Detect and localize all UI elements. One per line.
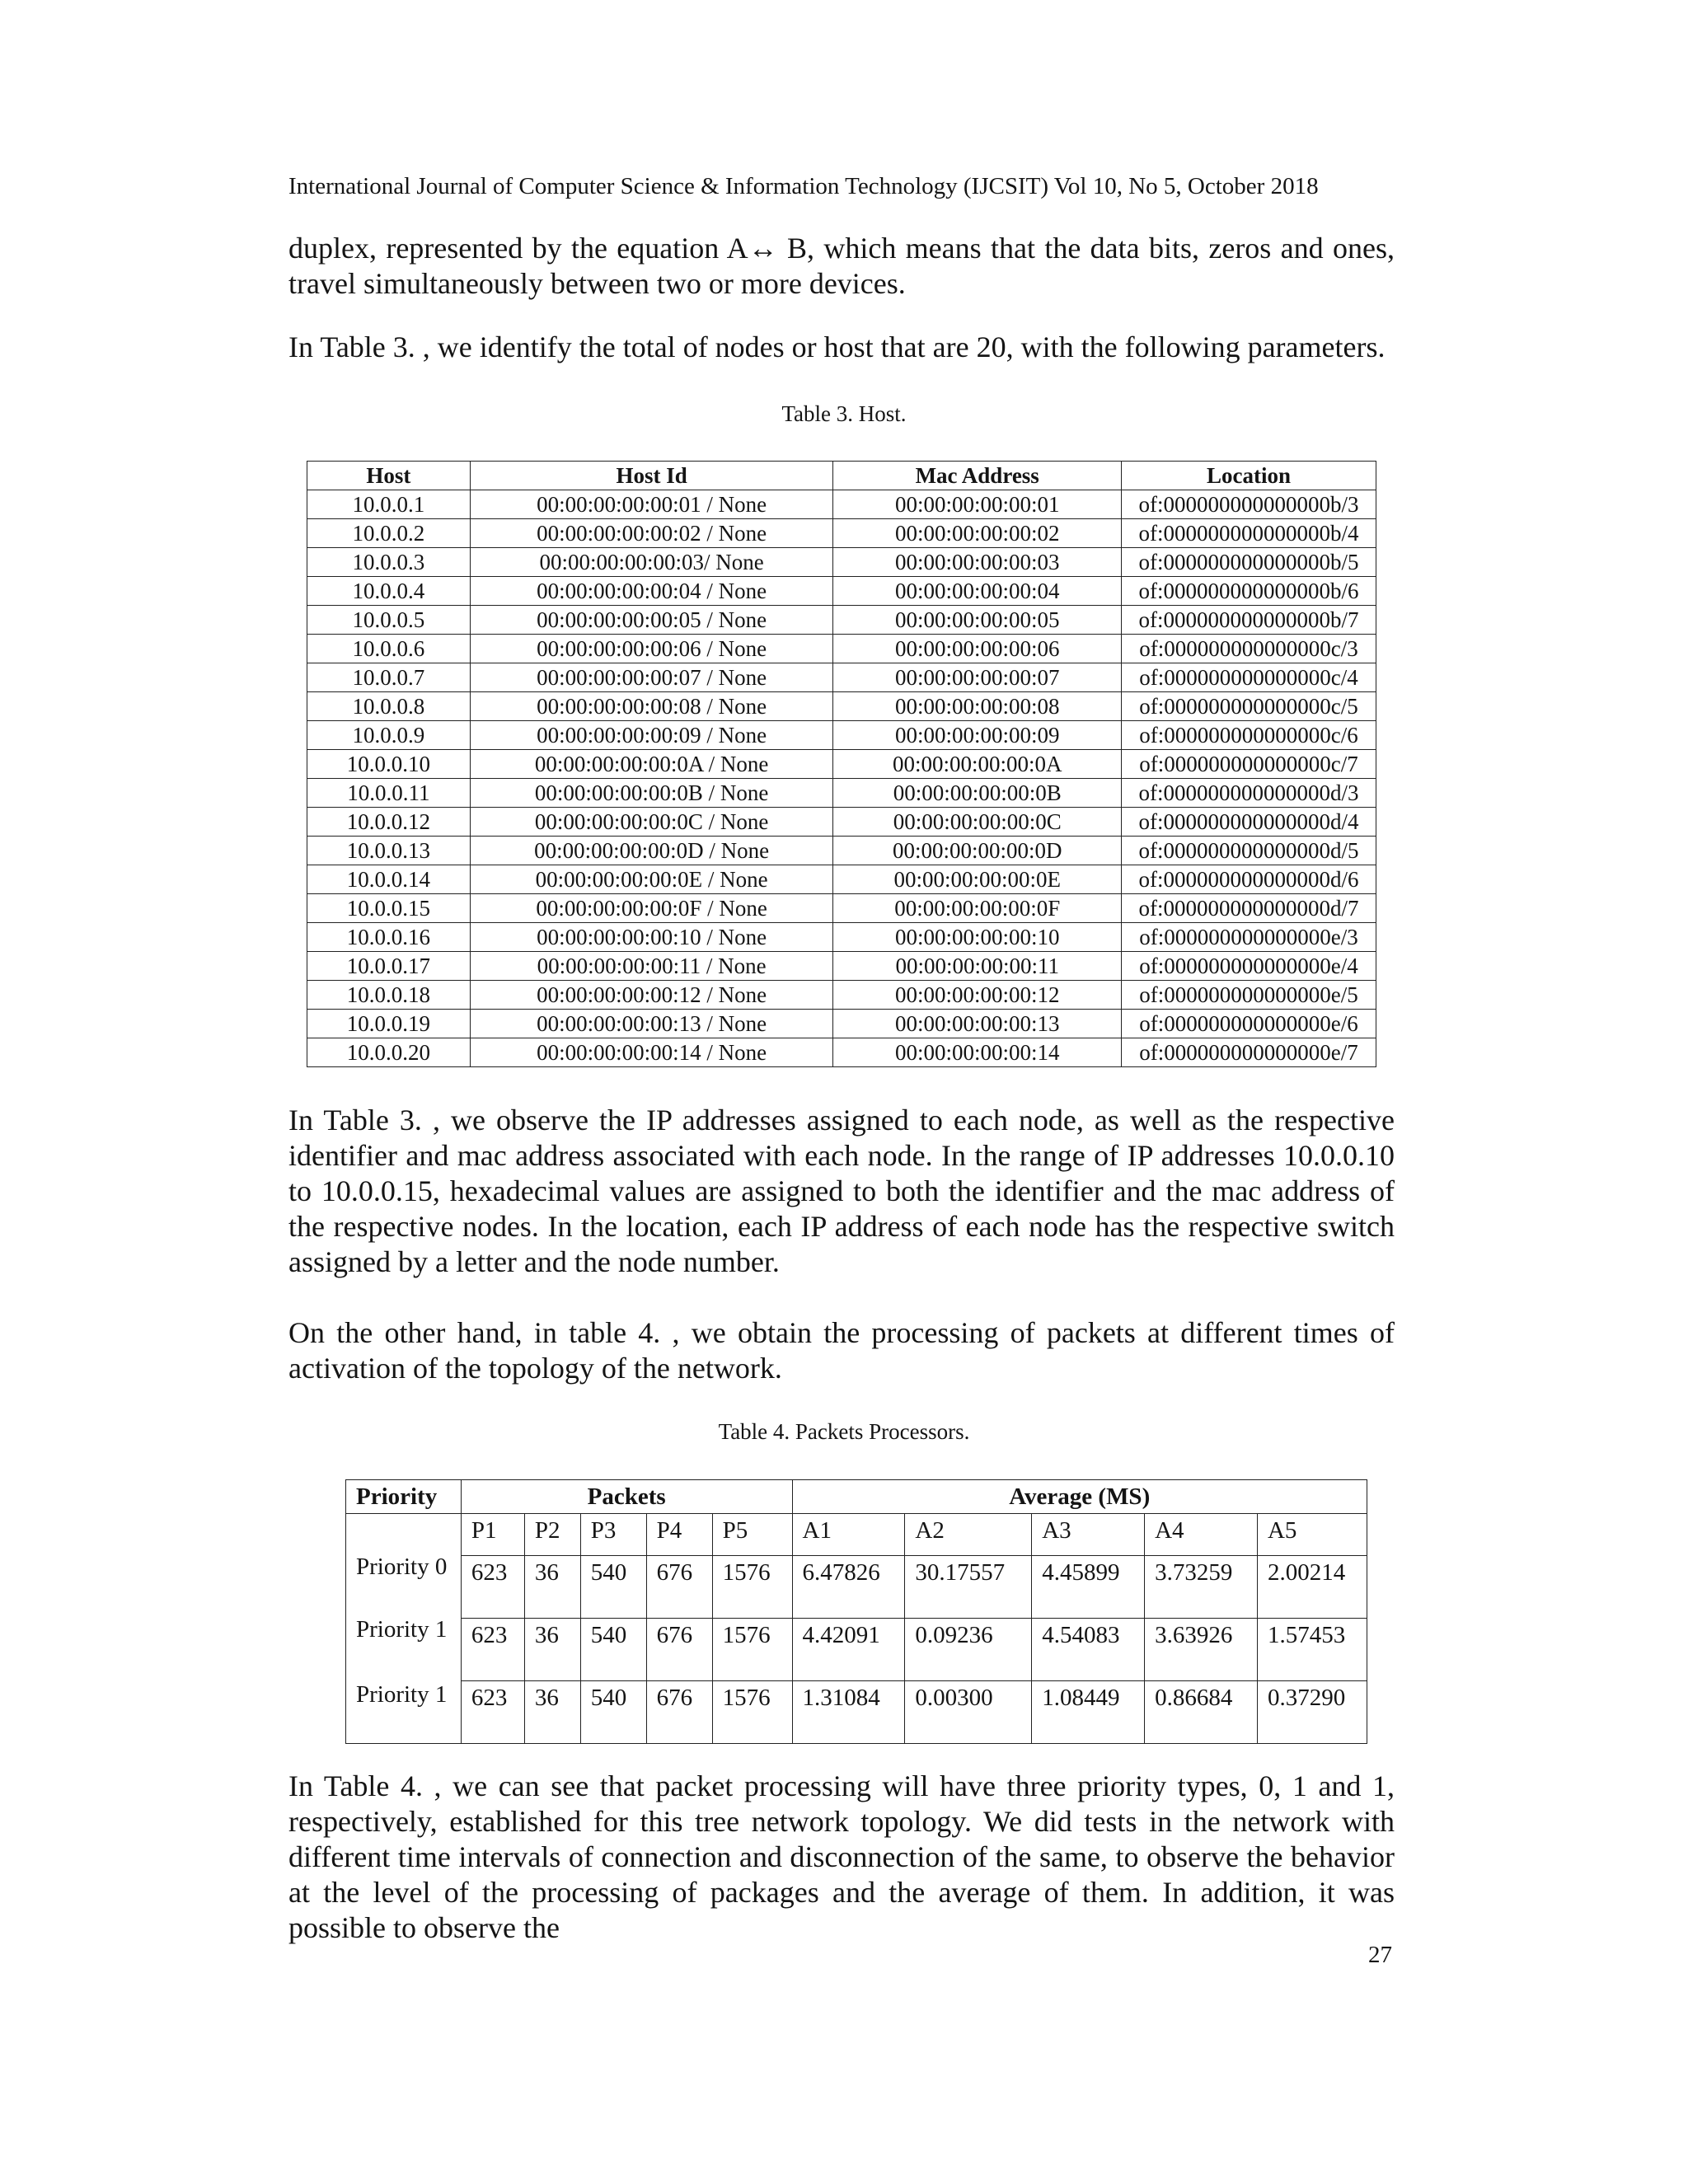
host-id-cell: 00:00:00:00:00:0D / None [470,837,833,865]
mac-address-cell: 00:00:00:00:00:0E [833,865,1122,894]
mac-address-cell: 00:00:00:00:00:11 [833,952,1122,981]
mac-address-cell: 00:00:00:00:00:10 [833,923,1122,952]
column-header-host-id: Host Id [470,462,833,490]
value-cell: 540 [580,1681,646,1744]
location-cell: of:000000000000000e/4 [1122,952,1376,981]
value-cell: 3.63926 [1145,1619,1258,1681]
table3-caption: Table 3. Host. [781,401,907,426]
table-row [307,635,1376,663]
location-cell: of:000000000000000e/7 [1122,1038,1376,1067]
paragraph-table4-discussion: In Table 4. , we can see that packet processing will have three priority types, 0, 1 and 1, respectively, established for this tree network topology. We did tests in the network with different time intervals of connection and disconnection of the same, to observe the behavior at the level of the processing of packages and the average of them. In addition, it was possible to observe the [288,1769,1395,1944]
paragraph-duplex: duplex, represented by the equation A↔ B, which means that the data bits, zeros and ones, travel simultaneously between two or more devices. [288,232,1395,300]
table-row [307,923,1376,952]
host-cell: 10.0.0.20 [307,1038,471,1067]
table-row [307,577,1376,606]
value-cell: 0.37290 [1257,1681,1367,1744]
host-cell: 10.0.0.7 [307,663,471,692]
location-cell: of:000000000000000e/5 [1122,981,1376,1010]
host-id-cell: 00:00:00:00:00:0E / None [470,865,833,894]
host-cell: 10.0.0.11 [307,779,471,808]
host-cell: 10.0.0.2 [307,519,471,548]
value-cell: 4.42091 [792,1619,905,1681]
paragraph-table3-intro: In Table 3. , we identify the total of nodes or host that are 20, with the following parameters. [288,330,1386,363]
table-row [346,1619,1367,1681]
value-cell: 1576 [712,1556,792,1619]
subheader-p4: P4 [646,1514,712,1556]
mac-address-cell: 00:00:00:00:00:03 [833,548,1122,577]
host-id-cell: 00:00:00:00:00:0A / None [470,750,833,779]
mac-address-cell: 00:00:00:00:00:02 [833,519,1122,548]
host-id-cell: 00:00:00:00:00:14 / None [470,1038,833,1067]
host-id-cell: 00:00:00:00:00:13 / None [470,1010,833,1038]
table-row [307,663,1376,692]
table-header-row [307,462,1376,490]
location-cell: of:000000000000000b/4 [1122,519,1376,548]
location-cell: of:000000000000000c/4 [1122,663,1376,692]
host-id-cell: 00:00:00:00:00:04 / None [470,577,833,606]
value-cell: 623 [461,1681,524,1744]
host-id-cell: 00:00:00:00:00:05 / None [470,606,833,635]
location-cell: of:000000000000000d/7 [1122,894,1376,923]
value-cell: 1.08449 [1032,1681,1145,1744]
location-cell: of:000000000000000e/6 [1122,1010,1376,1038]
table-row [307,779,1376,808]
value-cell: 6.47826 [792,1556,905,1619]
paragraph-table4-intro: On the other hand, in table 4. , we obtain the processing of packets at different times of activation of the topology of the network. [288,1316,1395,1385]
table-row [307,1010,1376,1038]
host-id-cell: 00:00:00:00:00:09 / None [470,721,833,750]
subheader-p2: P2 [524,1514,580,1556]
value-cell: 0.09236 [905,1619,1032,1681]
mac-address-cell: 00:00:00:00:00:01 [833,490,1122,519]
value-cell: 1.31084 [792,1681,905,1744]
value-cell: 623 [461,1556,524,1619]
value-cell: 540 [580,1619,646,1681]
value-cell: 2.00214 [1257,1556,1367,1619]
table-group-header-row [346,1480,1367,1514]
location-cell: of:000000000000000c/7 [1122,750,1376,779]
location-cell: of:000000000000000d/3 [1122,779,1376,808]
mac-address-cell: 00:00:00:00:00:07 [833,663,1122,692]
host-cell: 10.0.0.3 [307,548,471,577]
host-cell: 10.0.0.6 [307,635,471,663]
priority-label: Priority 1 [356,1616,448,1643]
priority-label: Priority 0 [356,1554,448,1580]
location-cell: of:000000000000000b/3 [1122,490,1376,519]
mac-address-cell: 00:00:00:00:00:0F [833,894,1122,923]
table-row [307,606,1376,635]
packets-table-body [346,1514,1367,1744]
location-cell: of:000000000000000b/6 [1122,577,1376,606]
location-cell: of:000000000000000b/7 [1122,606,1376,635]
host-cell: 10.0.0.10 [307,750,471,779]
value-cell: 36 [524,1556,580,1619]
mac-address-cell: 00:00:00:00:00:08 [833,692,1122,721]
running-head: International Journal of Computer Science & Information Technology (IJCSIT) Vol 10, No 5, October 2018 [288,173,1319,199]
value-cell: 623 [461,1619,524,1681]
location-cell: of:000000000000000e/3 [1122,923,1376,952]
host-cell: 10.0.0.18 [307,981,471,1010]
host-cell: 10.0.0.19 [307,1010,471,1038]
priority-label-stack [346,1514,461,1743]
column-header-priority: Priority [346,1480,462,1514]
table-subheader-row [346,1514,1367,1556]
value-cell: 36 [524,1619,580,1681]
column-header-host: Host [307,462,471,490]
column-header-mac-address: Mac Address [833,462,1122,490]
page-number: 27 [1368,1942,1392,1968]
host-cell: 10.0.0.8 [307,692,471,721]
paragraph-table3-discussion: In Table 3. , we observe the IP addresses assigned to each node, as well as the respective identifier and mac address associated with each node. In the range of IP addresses 10.0.0.10 to 10.0.0.15, hexadecimal values are assigned to both the identifier and the mac address of the respective nodes. In the location, each IP address of each node has the respective switch assigned by a letter and the node number. [288,1104,1395,1278]
subheader-p3: P3 [580,1514,646,1556]
location-cell: of:000000000000000c/5 [1122,692,1376,721]
host-cell: 10.0.0.16 [307,923,471,952]
table-row [307,837,1376,865]
host-id-cell: 00:00:00:00:00:0C / None [470,808,833,837]
host-cell: 10.0.0.14 [307,865,471,894]
table-row [307,692,1376,721]
table-row [307,721,1376,750]
value-cell: 540 [580,1556,646,1619]
host-id-cell: 00:00:00:00:00:10 / None [470,923,833,952]
column-header-average: Average (MS) [792,1480,1367,1514]
mac-address-cell: 00:00:00:00:00:04 [833,577,1122,606]
priority-label: Priority 1 [356,1681,448,1708]
host-table [307,461,1376,1067]
packets-table [345,1479,1367,1744]
subheader-p5: P5 [712,1514,792,1556]
host-id-cell: 00:00:00:00:00:0F / None [470,894,833,923]
value-cell: 676 [646,1619,712,1681]
mac-address-cell: 00:00:00:00:00:13 [833,1010,1122,1038]
value-cell: 1576 [712,1619,792,1681]
host-id-cell: 00:00:00:00:00:01 / None [470,490,833,519]
table-row [307,519,1376,548]
mac-address-cell: 00:00:00:00:00:0A [833,750,1122,779]
host-id-cell: 00:00:00:00:00:0B / None [470,779,833,808]
location-cell: of:000000000000000c/3 [1122,635,1376,663]
mac-address-cell: 00:00:00:00:00:0D [833,837,1122,865]
host-table-body [307,490,1376,1067]
location-cell: of:000000000000000d/5 [1122,837,1376,865]
host-cell: 10.0.0.5 [307,606,471,635]
table-row [346,1681,1367,1744]
location-cell: of:000000000000000d/4 [1122,808,1376,837]
mac-address-cell: 00:00:00:00:00:05 [833,606,1122,635]
host-id-cell: 00:00:00:00:00:11 / None [470,952,833,981]
table-row [307,865,1376,894]
column-header-packets: Packets [461,1480,792,1514]
value-cell: 4.45899 [1032,1556,1145,1619]
host-cell: 10.0.0.13 [307,837,471,865]
table-row [307,952,1376,981]
subheader-a2: A2 [905,1514,1032,1556]
subheader-a3: A3 [1032,1514,1145,1556]
mac-address-cell: 00:00:00:00:00:0B [833,779,1122,808]
host-id-cell: 00:00:00:00:00:06 / None [470,635,833,663]
value-cell: 36 [524,1681,580,1744]
table-row [307,808,1376,837]
location-cell: of:000000000000000b/5 [1122,548,1376,577]
host-cell: 10.0.0.1 [307,490,471,519]
host-cell: 10.0.0.17 [307,952,471,981]
value-cell: 4.54083 [1032,1619,1145,1681]
subheader-a1: A1 [792,1514,905,1556]
table-row [307,1038,1376,1067]
host-id-cell: 00:00:00:00:00:02 / None [470,519,833,548]
subheader-a5: A5 [1257,1514,1367,1556]
value-cell: 30.17557 [905,1556,1032,1619]
host-id-cell: 00:00:00:00:00:12 / None [470,981,833,1010]
value-cell: 676 [646,1556,712,1619]
column-header-location: Location [1122,462,1376,490]
table-row [307,981,1376,1010]
mac-address-cell: 00:00:00:00:00:12 [833,981,1122,1010]
value-cell: 0.86684 [1145,1681,1258,1744]
host-cell: 10.0.0.9 [307,721,471,750]
priority-labels-cell [346,1514,462,1744]
host-cell: 10.0.0.15 [307,894,471,923]
mac-address-cell: 00:00:00:00:00:06 [833,635,1122,663]
host-id-cell: 00:00:00:00:00:07 / None [470,663,833,692]
location-cell: of:000000000000000d/6 [1122,865,1376,894]
host-id-cell: 00:00:00:00:00:03/ None [470,548,833,577]
subheader-a4: A4 [1145,1514,1258,1556]
table-row [307,894,1376,923]
table-row [346,1556,1367,1619]
location-cell: of:000000000000000c/6 [1122,721,1376,750]
value-cell: 1.57453 [1257,1619,1367,1681]
table-row [307,548,1376,577]
mac-address-cell: 00:00:00:00:00:09 [833,721,1122,750]
value-cell: 0.00300 [905,1681,1032,1744]
mac-address-cell: 00:00:00:00:00:14 [833,1038,1122,1067]
host-cell: 10.0.0.4 [307,577,471,606]
host-cell: 10.0.0.12 [307,808,471,837]
value-cell: 676 [646,1681,712,1744]
table-row [307,750,1376,779]
subheader-p1: P1 [461,1514,524,1556]
mac-address-cell: 00:00:00:00:00:0C [833,808,1122,837]
value-cell: 1576 [712,1681,792,1744]
host-id-cell: 00:00:00:00:00:08 / None [470,692,833,721]
table-row [307,490,1376,519]
value-cell: 3.73259 [1145,1556,1258,1619]
table4-caption: Table 4. Packets Processors. [718,1419,970,1444]
